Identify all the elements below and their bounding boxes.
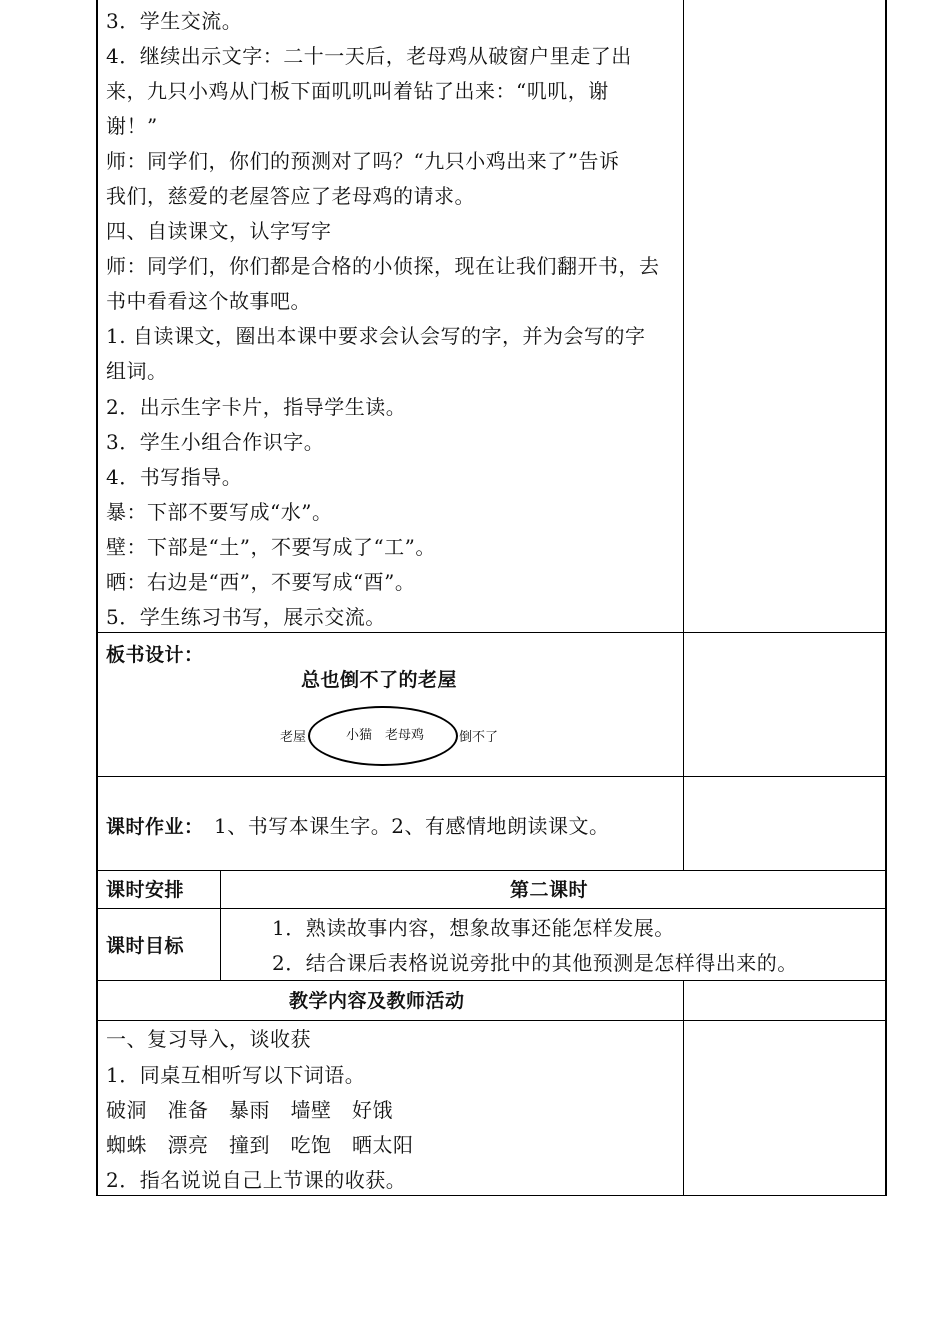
text-line: 3．学生交流。 xyxy=(106,9,243,33)
text-line: 谢！” xyxy=(106,114,158,138)
text-line: 1．同桌互相听写以下词语。 xyxy=(106,1063,366,1087)
text-line: 师：同学们，你们的预测对了吗？“九只小鸡出来了”告诉 xyxy=(106,149,620,173)
text-line: 晒：右边是“西”，不要写成“酉”。 xyxy=(106,570,416,594)
goals-label: 课时目标 xyxy=(106,935,185,957)
board-design-label: 板书设计： xyxy=(106,644,204,666)
table-right-border xyxy=(885,0,887,1196)
text-line: 3．学生小组合作识字。 xyxy=(106,430,325,454)
text-line: 2．指名说说自己上节课的收获。 xyxy=(106,1168,407,1192)
text-line: 4．书写指导。 xyxy=(106,465,243,489)
homework-text: 1、书写本课生字。2、有感情地朗读课文。 xyxy=(214,814,610,838)
text-line: 暴：下部不要写成“水”。 xyxy=(106,500,333,524)
row-divider xyxy=(96,908,887,909)
text-line: 4．继续出示文字：二十一天后，老母鸡从破窗户里走了出 xyxy=(106,44,632,68)
board-left-text: 老屋 xyxy=(280,730,307,745)
text-line: 来，九只小鸡从门板下面叽叽叫着钻了出来：“叽叽，谢 xyxy=(106,79,609,103)
text-line: 我们，慈爱的老屋答应了老母鸡的请求。 xyxy=(106,184,475,208)
lesson-plan-table xyxy=(96,0,887,1196)
schedule-value: 第二课时 xyxy=(510,879,589,901)
board-inner-text: 小猫 老母鸡 xyxy=(346,728,425,743)
goal-item: 1．熟读故事内容，想象故事还能怎样发展。 xyxy=(272,916,675,940)
text-line: 书中看看这个故事吧。 xyxy=(106,289,311,313)
schedule-label: 课时安排 xyxy=(106,879,185,901)
content-header: 教学内容及教师活动 xyxy=(289,990,465,1012)
table-left-border xyxy=(96,0,98,1196)
row-divider xyxy=(96,1020,887,1021)
notes-column-divider xyxy=(683,980,684,1196)
label-column-divider xyxy=(220,870,221,980)
section-heading: 一、复习导入，谈收获 xyxy=(106,1027,311,1051)
word-list: 蜘蛛 漂亮 撞到 吃饱 晒太阳 xyxy=(106,1133,414,1157)
text-line: 1. 自读课文，圈出本课中要求会认会写的字，并为会写的字 xyxy=(106,324,646,348)
row-divider xyxy=(96,776,887,777)
text-line: 2．出示生字卡片，指导学生读。 xyxy=(106,395,407,419)
board-title: 总也倒不了的老屋 xyxy=(301,669,458,691)
notes-column-divider xyxy=(683,0,684,870)
board-right-text: 倒不了 xyxy=(459,730,499,745)
section-heading: 四、自读课文，认字写字 xyxy=(106,219,332,243)
goal-item: 2．结合课后表格说说旁批中的其他预测是怎样得出来的。 xyxy=(272,951,798,975)
row-divider xyxy=(96,870,887,871)
text-line: 组词。 xyxy=(106,359,168,383)
word-list: 破洞 准备 暴雨 墙壁 好饿 xyxy=(106,1098,393,1122)
homework-label: 课时作业： xyxy=(106,816,204,838)
text-line: 师：同学们，你们都是合格的小侦探，现在让我们翻开书，去 xyxy=(106,254,660,278)
text-line: 壁：下部是“土”，不要写成了“工”。 xyxy=(106,535,436,559)
text-line: 5．学生练习书写，展示交流。 xyxy=(106,605,386,629)
